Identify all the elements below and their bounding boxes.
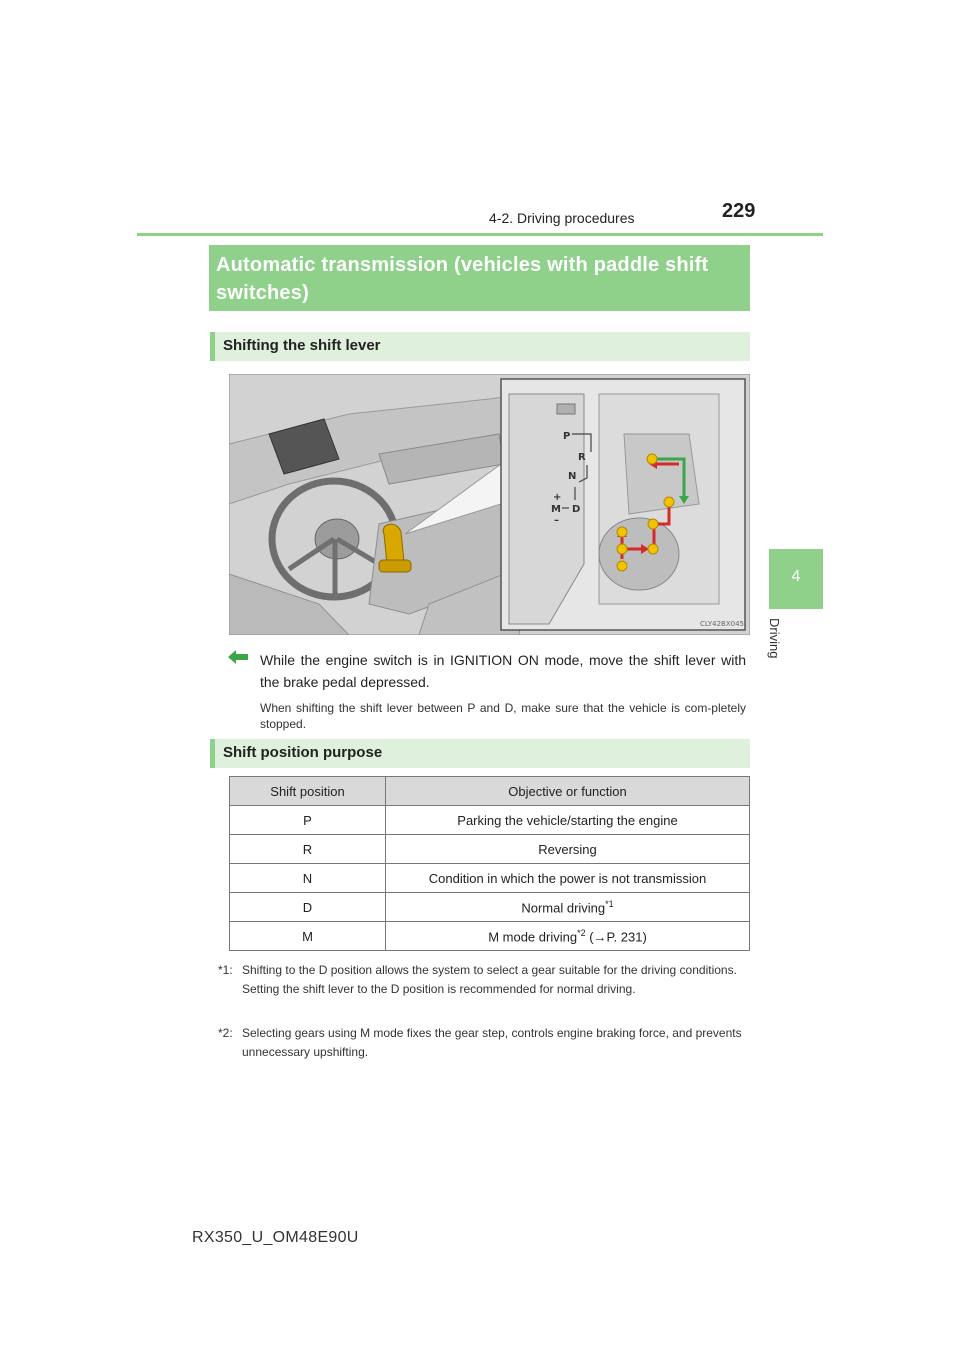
footnote-1-mark: *1: (218, 963, 233, 977)
gate-label-d: D (572, 504, 581, 515)
gate-label-plus: + (553, 492, 562, 503)
page-number: 229 (722, 200, 756, 222)
table-cell-position: P (230, 806, 386, 835)
function-text: M mode driving (488, 929, 578, 945)
footnote-2-mark: *2: (218, 1026, 233, 1040)
section-heading-shifting (210, 332, 750, 361)
dot-m (617, 544, 627, 554)
chapter-tab (769, 549, 823, 609)
section-heading-shifting-text: Shifting the shift lever (223, 337, 381, 354)
table-row (230, 835, 750, 864)
footnote-1-line1: Shifting to the D position allows the system to select a gear suitable for the driving conditions. (242, 963, 737, 977)
table-cell-function: Reversing (386, 835, 750, 864)
table-cell-position: N (230, 864, 386, 893)
instruction-text: While the engine switch is in IGNITION ON mode, move the shift lever with the brake pedal depressed. (260, 652, 746, 690)
section-heading-purpose-text: Shift position purpose (223, 744, 383, 761)
gate-label-p: P (563, 431, 571, 442)
left-arrow-icon (228, 650, 248, 664)
chapter-tab-label-wrap (764, 618, 784, 678)
table-cell-function: Condition in which the power is not transmission (386, 864, 750, 893)
shift-knob-base (379, 560, 411, 572)
instruction-note: When shifting the shift lever between P and D, make sure that the vehicle is com-pletely stopped. (260, 701, 746, 731)
dot-d (648, 544, 658, 554)
dot-plus (617, 527, 627, 537)
footnote-1-line2: Setting the shift lever to the D position is recommended for normal driving. (242, 982, 636, 996)
table-row (230, 922, 750, 951)
table-cell-position: D (230, 893, 386, 922)
table-cell-position: R (230, 835, 386, 864)
shift-boot (599, 518, 679, 590)
footnote-2-text: Selecting gears using M mode fixes the gear step, controls engine braking force, and prevents unnecessary upshifting. (242, 1026, 742, 1059)
chapter-tab-number: 4 (791, 568, 801, 585)
dot-r (664, 497, 674, 507)
manual-code: RX350_U_OM48E90U (192, 1229, 359, 1246)
section-heading-purpose (210, 739, 750, 768)
gate-label-n: N (568, 471, 577, 482)
footnote-2 (218, 1024, 748, 1062)
table-cell-function (386, 922, 750, 951)
dot-p (647, 454, 657, 464)
table-cell-function (386, 893, 750, 922)
page-title-box (209, 245, 750, 311)
gate-label-m: M (551, 504, 561, 515)
table-header-position: Shift position (230, 777, 386, 806)
header-rule (137, 233, 823, 236)
table-row (230, 893, 750, 922)
dot-n (648, 519, 658, 529)
table-cell-function: Parking the vehicle/starting the engine (386, 806, 750, 835)
dot-minus (617, 561, 627, 571)
chapter-tab-label: Driving (767, 618, 782, 659)
page-reference-link[interactable]: (→P. 231) (585, 929, 647, 945)
footnote-ref: *2 (577, 927, 586, 938)
shift-lever-illustration (229, 374, 750, 635)
table-cell-position: M (230, 922, 386, 951)
gate-button (557, 404, 575, 414)
gate-slot (624, 434, 699, 514)
table-header-row (230, 777, 750, 806)
table-header-function: Objective or function (386, 777, 750, 806)
gate-label-r: R (578, 452, 586, 463)
illustration-code: CLY42BX045 (700, 620, 744, 628)
table-row (230, 806, 750, 835)
function-text: Normal driving (521, 900, 606, 916)
gate-label-minus: – (554, 515, 559, 526)
shift-position-table (229, 776, 750, 951)
footnote-1 (218, 961, 748, 999)
table-row (230, 864, 750, 893)
footnote-ref: *1 (605, 898, 614, 909)
page-title: Automatic transmission (vehicles with paddle shift switches) (216, 254, 709, 304)
section-breadcrumb: 4-2. Driving procedures (489, 210, 635, 226)
